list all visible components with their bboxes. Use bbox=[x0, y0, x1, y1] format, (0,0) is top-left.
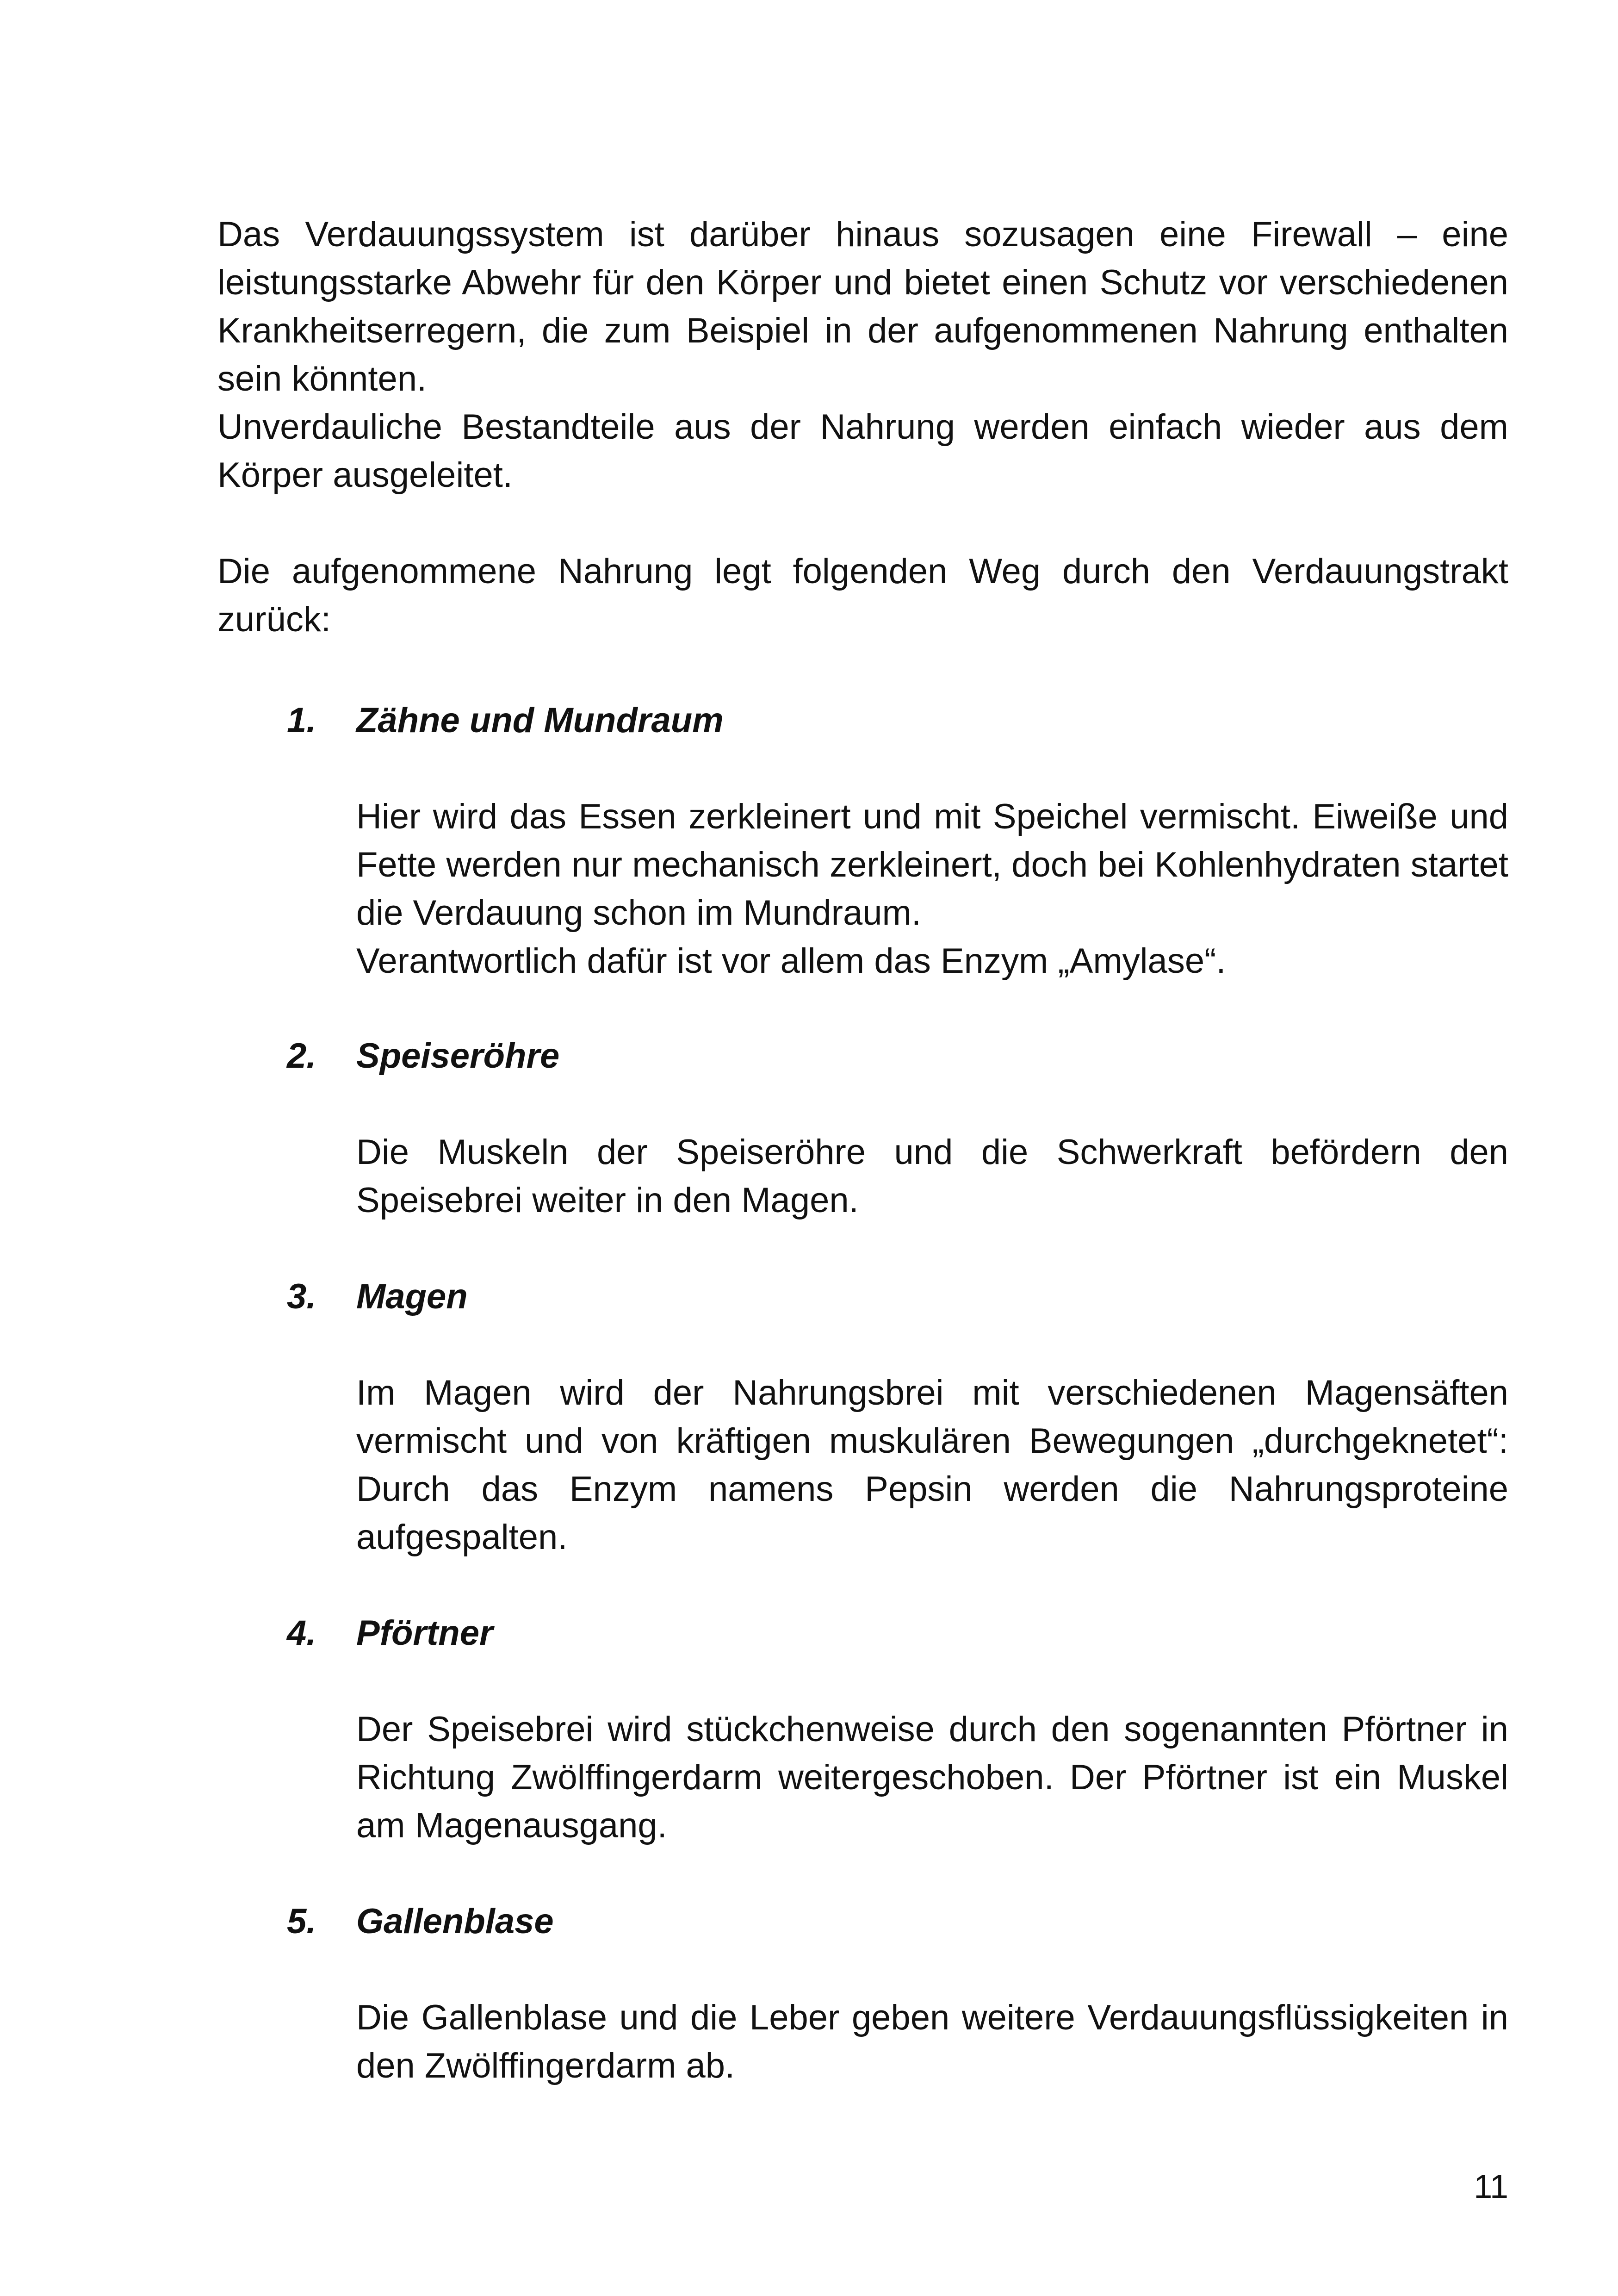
section-heading bbox=[287, 1609, 1508, 1657]
section-title: Gallenblase bbox=[356, 1902, 554, 1941]
section-body-text: Der Speisebrei wird stückchenweise durch den sogenannten Pförtner in Richtung Zwölffingerdarm weitergeschoben. Der Pförtner ist ein Muskel am Magenausgang. bbox=[356, 1710, 1508, 1845]
section-title: Magen bbox=[356, 1277, 468, 1316]
section-number: 3. bbox=[287, 1277, 316, 1316]
intro-paragraph-firewall: Das Verdauungssystem ist darüber hinaus sozusagen eine Firewall – eine leistungsstarke Abwehr für den Körper und bietet einen Schutz vor verschiedenen Krankheitserregern, die zum Beispiel in der aufgenommenen Nahrung enthalten sein könnten. bbox=[217, 215, 1508, 398]
section-speiseroehre bbox=[287, 1032, 1508, 1225]
section-heading bbox=[287, 1032, 1508, 1080]
section-title: Zähne und Mundraum bbox=[356, 701, 724, 740]
section-body-text: Im Magen wird der Nahrungsbrei mit verschiedenen Magensäften vermischt und von kräftigen muskulären Bewegungen „durchgeknetet“: Durch das Enzym namens Pepsin werden die Nahrungsproteine aufgespalten. bbox=[356, 1373, 1508, 1557]
page-number: 11 bbox=[1474, 2168, 1508, 2205]
intro-paragraph-weg: Die aufgenommene Nahrung legt folgenden Weg durch den Verdauungstrakt zurück: bbox=[217, 552, 1508, 639]
section-body-text: Die Gallenblase und die Leber geben weitere Verdauungsflüssigkeiten in den Zwölffingerdarm ab. bbox=[356, 1998, 1508, 2085]
section-magen bbox=[287, 1273, 1508, 1562]
section-heading bbox=[287, 1898, 1508, 1946]
section-title: Pförtner bbox=[356, 1613, 493, 1653]
section-body-text: Hier wird das Essen zerkleinert und mit Speichel vermischt. Eiweiße und Fette werden nur mechanisch zerkleinert, doch bei Kohlenhydraten startet die Verdauung schon im Mundraum. bbox=[356, 797, 1508, 933]
section-title: Speiseröhre bbox=[356, 1036, 560, 1076]
section-number: 5. bbox=[287, 1902, 316, 1941]
section-number: 1. bbox=[287, 701, 316, 740]
section-body bbox=[356, 793, 1508, 985]
section-body-text: Die Muskeln der Speiseröhre und die Schwerkraft befördern den Speisebrei weiter in den Magen. bbox=[356, 1132, 1508, 1220]
section-number: 2. bbox=[287, 1036, 316, 1076]
section-body bbox=[356, 1369, 1508, 1562]
section-number: 4. bbox=[287, 1613, 316, 1653]
section-body bbox=[356, 1994, 1508, 2090]
section-body-text: Verantwortlich dafür ist vor allem das Enzym „Amylase“. bbox=[356, 941, 1226, 981]
section-heading bbox=[287, 697, 1508, 745]
section-heading bbox=[287, 1273, 1508, 1321]
section-zaehne-mundraum bbox=[287, 697, 1508, 985]
section-pfoertner bbox=[287, 1609, 1508, 1850]
section-body bbox=[356, 1705, 1508, 1850]
intro-paragraph-unverdaulich: Unverdauliche Bestandteile aus der Nahrung werden einfach wieder aus dem Körper ausgeleitet. bbox=[217, 407, 1508, 495]
section-body bbox=[356, 1128, 1508, 1225]
intro-text bbox=[217, 211, 1508, 644]
section-gallenblase bbox=[287, 1898, 1508, 2090]
